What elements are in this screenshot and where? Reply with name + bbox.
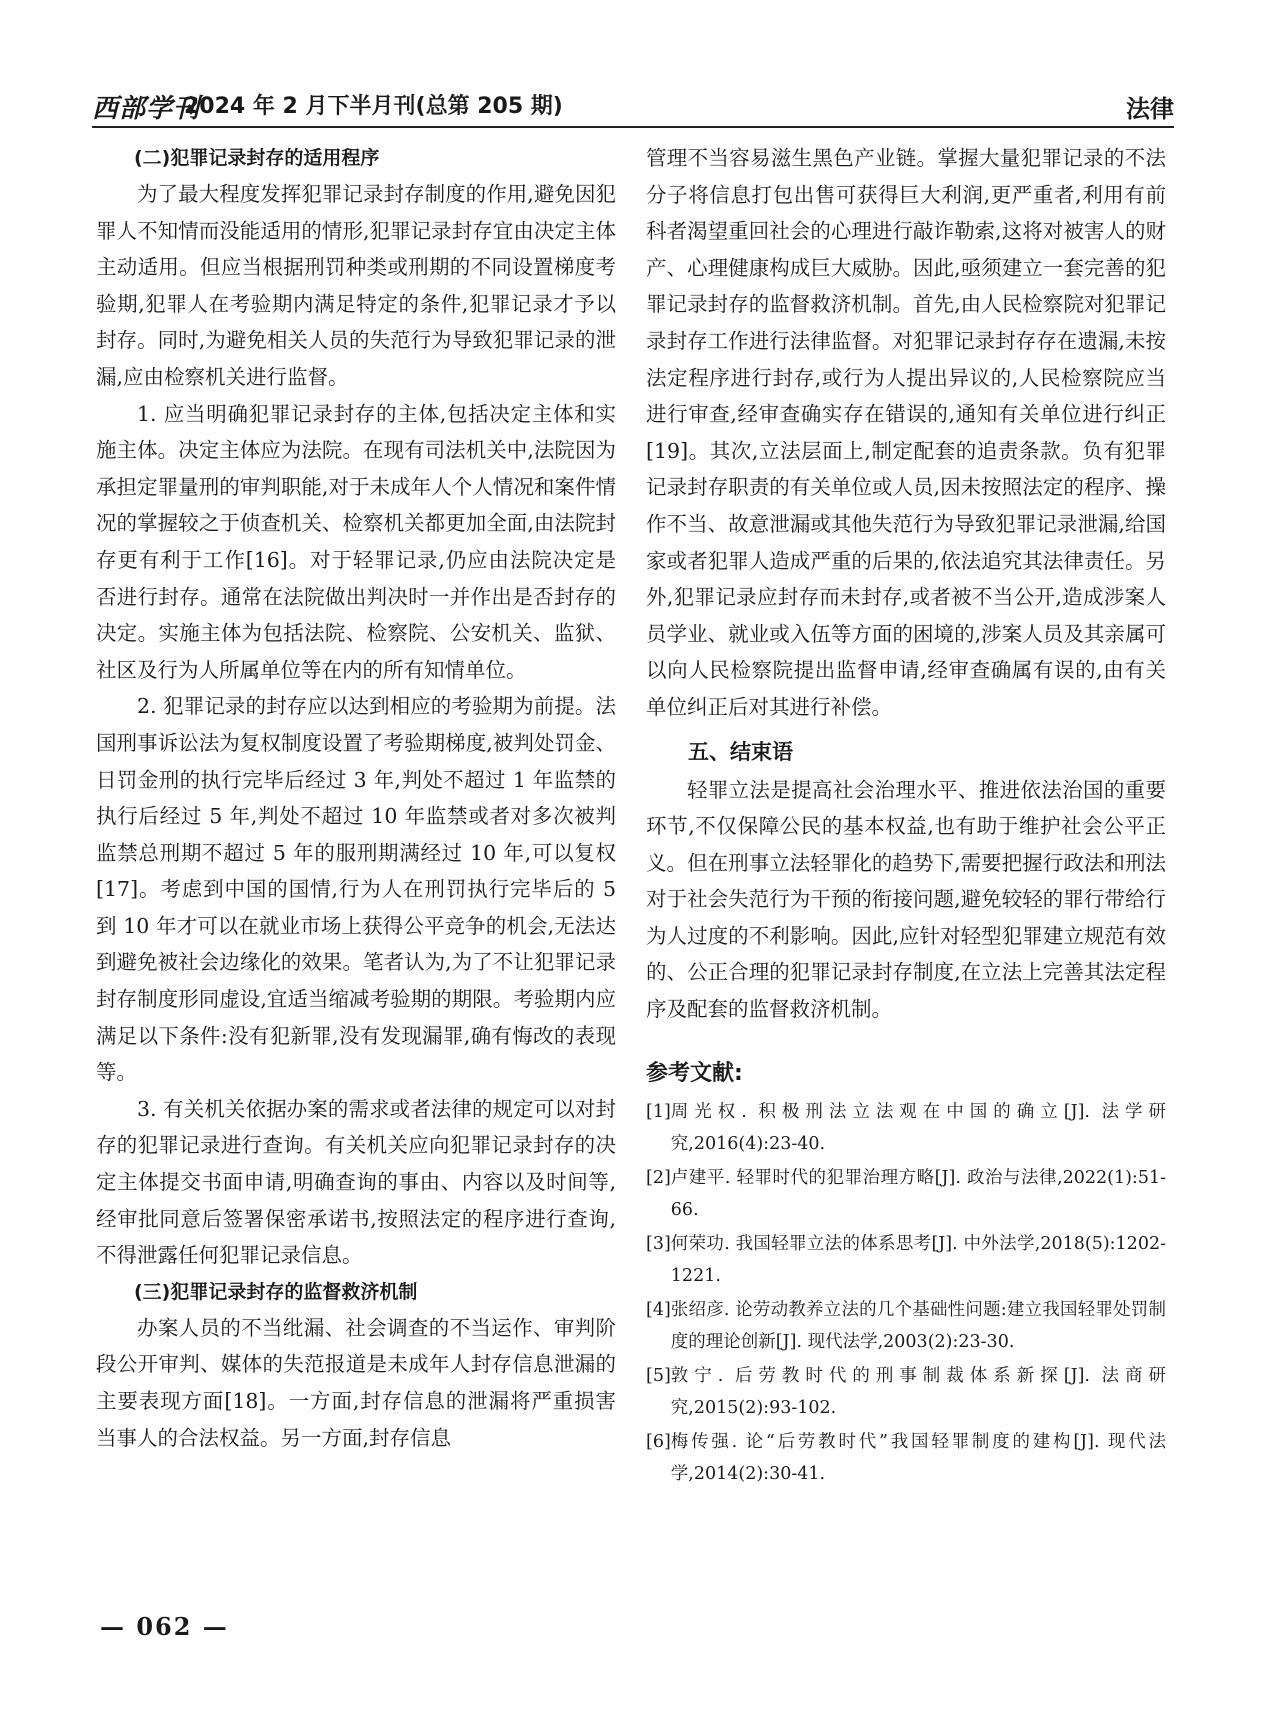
reference-item: [646, 1228, 1166, 1292]
reference-number: [6]: [646, 1431, 671, 1452]
journal-logo: 西部学刊: [92, 94, 201, 124]
paragraph: 办案人员的不当纰漏、社会调查的不当运作、审判阶段公开审判、媒体的失范报道是未成年人封存信息泄漏的主要表现方面[18]。一方面,封存信息的泄漏将严重损害当事人的合法权益。另一方面,封存信息: [96, 1315, 616, 1450]
header-rule: [92, 126, 1174, 128]
reference-text: 周光权. 积极刑法立法观在中国的确立[J]. 法学研究,2016(4):23-40.: [670, 1101, 1166, 1154]
reference-text: 张绍彦. 论劳动教养立法的几个基础性问题:建立我国轻罪处罚制度的理论创新[J]. 现代法学,2003(2):23-30.: [670, 1299, 1166, 1352]
reference-item: [646, 1294, 1166, 1358]
section-label: 法律: [1126, 95, 1174, 123]
section-heading-conclusion: 五、结束语: [688, 739, 793, 764]
page-number: — 062 —: [100, 1612, 229, 1641]
paragraph-continued: 管理不当容易滋生黑色产业链。掌握大量犯罪记录的不法分子将信息打包出售可获得巨大利润,更严重者,利用有前科者渴望重回社会的心理进行敲诈勒索,这将对被害人的财产、心理健康构成巨大威胁。因此,亟须建立一套完善的犯罪记录封存的监督救济机制。首先,由人民检察院对犯罪记录封存工作进行法律监督。对犯罪记录封存存在遗漏,未按法定程序进行封存,或行为人提出异议的,人民检察院应当进行审查,经审查确实存在错误的,通知有关单位进行纠正[19]。其次,立法层面上,制定配套的追责条款。负有犯罪记录封存职责的有关单位或人员,因未按照法定的程序、操作不当、故意泄漏或其他失范行为导致犯罪记录泄漏,给国家或者犯罪人造成严重的后果的,依法追究其法律责任。另外,犯罪记录应封存而未封存,或者被不当公开,造成涉案人员学业、就业或入伍等方面的困境的,涉案人员及其亲属可以向人民检察院提出监督申请,经审查确属有误的,由有关单位纠正后对其进行补偿。: [646, 146, 1166, 719]
left-column: [96, 140, 616, 1610]
reference-number: [3]: [646, 1233, 671, 1254]
reference-item: [646, 1426, 1166, 1490]
paragraph: 为了最大程度发挥犯罪记录封存制度的作用,避免因犯罪人不知情而没能适用的情形,犯罪记录封存宜由决定主体主动适用。但应当根据刑罚种类或刑期的不同设置梯度考验期,犯罪人在考验期内满足特定的条件,犯罪记录才予以封存。同时,为避免相关人员的失范行为导致犯罪记录的泄漏,应由检察机关进行监督。: [96, 182, 616, 389]
reference-number: [4]: [646, 1299, 671, 1320]
reference-number: [2]: [646, 1167, 671, 1188]
paragraph: 1. 应当明确犯罪记录封存的主体,包括决定主体和实施主体。决定主体应为法院。在现有司法机关中,法院因为承担定罪量刑的审判职能,对于未成年人个人情况和案件情况的掌握较之于侦查机关、检察机关都更加全面,由法院封存更有利于工作[16]。对于轻罪记录,仍应由法院决定是否进行封存。通常在法院做出判决时一并作出是否封存的决定。实施主体为包括法院、检察院、公安机关、监狱、社区及行为人所属单位等在内的所有知情单位。: [96, 401, 616, 682]
references-list: [646, 1096, 1166, 1490]
reference-text: 梅传强. 论“后劳教时代”我国轻罪制度的建构[J]. 现代法学,2014(2):30-41.: [670, 1431, 1166, 1484]
reference-item: [646, 1360, 1166, 1424]
paragraph: 2. 犯罪记录的封存应以达到相应的考验期为前提。法国刑事诉讼法为复权制度设置了考验期梯度,被判处罚金、日罚金刑的执行完毕后经过 3 年,判处不超过 1 年监禁的执行后经过 5 年,判处不超过 10 年监禁或者对多次被判监禁总刑期不超过 5 年的服刑期满经过 10 年,可以复权[17]。考虑到中国的国情,行为人在刑罚执行完毕后的 5 到 10 年才可以在就业市场上获得公平竞争的机会,无法达到避免被社会边缘化的效果。笔者认为,为了不让犯罪记录封存制度形同虚设,宜适当缩减考验期的期限。考验期内应满足以下条件:没有犯新罪,没有发现漏罪,确有悔改的表现等。: [96, 694, 616, 1085]
reference-text: 卢建平. 轻罪时代的犯罪治理方略[J]. 政治与法律,2022(1):51-66.: [670, 1167, 1166, 1220]
subheading-procedure: (二)犯罪记录封存的适用程序: [134, 147, 380, 169]
issue-info: 2024 年 2 月下半月刊(总第 205 期): [184, 94, 563, 119]
reference-text: 何荣功. 我国轻罪立法的体系思考[J]. 中外法学,2018(5):1202-1221.: [670, 1233, 1166, 1286]
reference-number: [5]: [646, 1365, 671, 1386]
reference-item: [646, 1162, 1166, 1226]
right-column: [646, 140, 1166, 1610]
page-header: [92, 88, 1174, 124]
reference-text: 敦宁. 后劳教时代的刑事制裁体系新探[J]. 法商研究,2015(2):93-102.: [670, 1365, 1166, 1418]
references-title: 参考文献:: [646, 1060, 743, 1086]
subheading-supervision: (三)犯罪记录封存的监督救济机制: [134, 1280, 418, 1303]
paragraph: 轻罪立法是提高社会治理水平、推进依法治国的重要环节,不仅保障公民的基本权益,也有助于维护社会公平正义。但在刑事立法轻罪化的趋势下,需要把握行政法和刑法对于社会失范行为干预的衔接问题,避免较轻的罪行带给行为人过度的不利影响。因此,应针对轻型犯罪建立规范有效的、公正合理的犯罪记录封存制度,在立法上完善其法定程序及配套的监督救济机制。: [646, 777, 1166, 1022]
reference-number: [1]: [646, 1101, 671, 1122]
paragraph: 3. 有关机关依据办案的需求或者法律的规定可以对封存的犯罪记录进行查询。有关机关应向犯罪记录封存的决定主体提交书面申请,明确查询的事由、内容以及时间等,经审批同意后签署保密承诺书,按照法定的程序进行查询,不得泄露任何犯罪记录信息。: [96, 1096, 616, 1268]
reference-item: [646, 1096, 1166, 1160]
